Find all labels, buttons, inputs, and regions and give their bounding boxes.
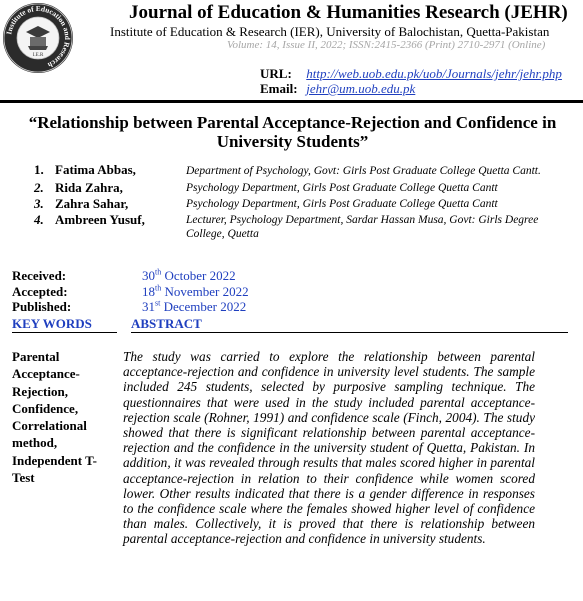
author-name: Ambreen Yusuf, <box>55 212 145 227</box>
abstract-divider <box>131 332 568 333</box>
author-affiliation: Department of Psychology, Govt: Girls Post Graduate College Quetta Cantt. <box>186 165 541 177</box>
email-label: Email: <box>260 81 298 96</box>
institute-seal-logo <box>2 2 74 74</box>
author-number: 2. <box>34 180 44 195</box>
published-date: 31st December 2022 <box>142 298 247 314</box>
keywords-divider <box>12 332 117 333</box>
author-affiliation: Lecturer, Psychology Department, Sardar Hassan Musa, Govt: Girls Degree College, Quetta <box>186 214 539 240</box>
received-label: Received: <box>12 268 67 283</box>
accepted-date: 18th November 2022 <box>142 283 249 299</box>
accepted-label: Accepted: <box>12 284 68 299</box>
volume-issn-line: Volume: 14, Issue II, 2022; ISSN:2415-2366 (Print) 2710-2971 (Online) <box>227 39 546 51</box>
svg-text:Institute of Education and Res: Institute of Education and Research <box>4 3 73 70</box>
institute-line: Institute of Education & Research (IER), University of Balochistan, Quetta-Pakistan <box>110 24 550 39</box>
header-divider <box>0 100 583 103</box>
author-number: 3. <box>34 196 44 211</box>
published-label: Published: <box>12 299 72 314</box>
email-row <box>260 81 415 97</box>
author-name: Fatima Abbas, <box>55 162 136 177</box>
seal-subtext: I.E.R <box>32 53 44 58</box>
journal-email-link[interactable]: jehr@um.uob.edu.pk <box>306 81 416 96</box>
article-title: “Relationship between Parental Acceptance-Rejection and Confidence in University Students” <box>28 113 557 151</box>
url-label: URL: <box>260 66 292 81</box>
abstract-text: The study was carried to explore the relationship between parental acceptance-rejection and confidence in university level students. The sample included 245 students, selected by purposive sampling technique. The questionnaires that were used in the study included parental acceptance-rejection scale (Rohner, 1991) and confidence scale (Finch, 2004). The study showed that there is significant relationship between parental acceptance-rejection and the confidence in the university student of Quetta, Pakistan. In addition, it was revealed through results that males scored higher in parental acceptance-rejection in relation to their confidence while women scored lower. Other results indicated that there is a gender difference in responses to the confidence scale where the females showed higher level of confidence than males. Collectively, it is proved that there is relationship between parental acceptance-rejection and confidence in university students. <box>123 349 535 547</box>
keywords-heading: KEY WORDS <box>12 316 92 331</box>
keywords-list: Parental Acceptance-Rejection, Confidence, Correlational method, Independent T-Test <box>12 349 97 486</box>
author-name: Rida Zahra, <box>55 180 123 195</box>
author-number: 1. <box>34 162 44 177</box>
journal-url-link[interactable]: http://web.uob.edu.pk/uob/Journals/jehr/jehr.php <box>306 66 562 81</box>
author-affiliation: Psychology Department, Girls Post Graduate College Quetta Cantt <box>186 198 498 210</box>
received-date: 30th October 2022 <box>142 267 236 283</box>
author-affiliation: Psychology Department, Girls Post Graduate College Quetta Cantt <box>186 182 498 194</box>
abstract-heading: ABSTRACT <box>131 316 202 331</box>
journal-title: Journal of Education & Humanities Research (JEHR) <box>129 2 568 23</box>
author-number: 4. <box>34 212 44 227</box>
author-name: Zahra Sahar, <box>55 196 129 211</box>
url-row <box>260 66 562 82</box>
